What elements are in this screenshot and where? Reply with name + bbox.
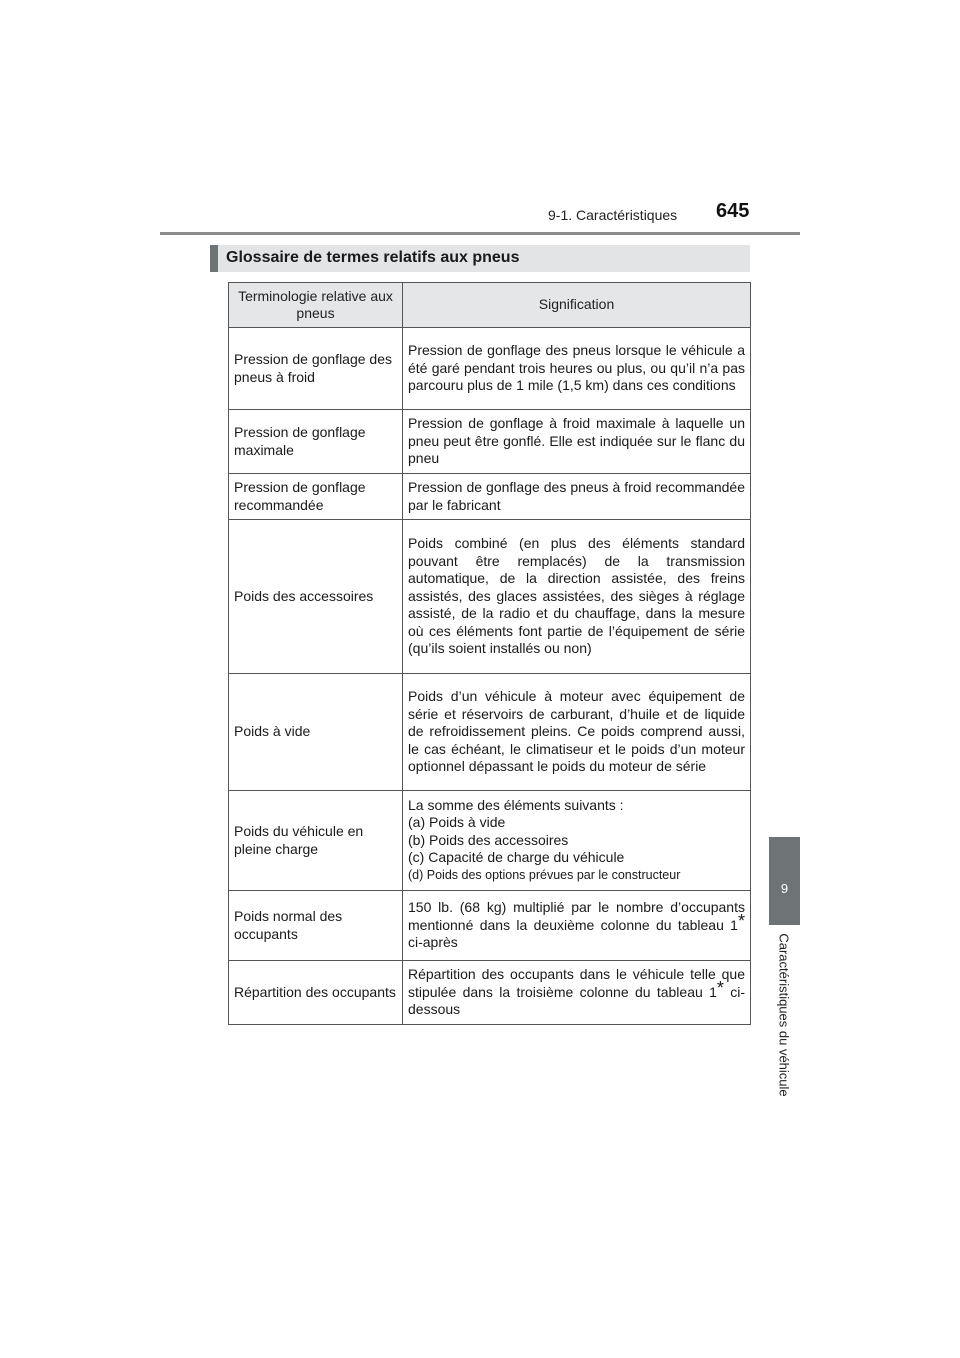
term-cell: Pression de gonflage maximale [229,410,403,474]
meaning-text: 150 lb. (68 kg) multiplié par le nombre d’occupants mentionné dans la deuxième colonne du tableau 1 [408,899,745,933]
table-row [229,520,751,674]
table-header-row [229,283,751,328]
meaning-cell [403,961,751,1025]
term-cell: Poids du véhicule en pleine charge [229,791,403,891]
meaning-list-item: (b) Poids des accessoires [408,831,569,848]
meaning-cell [403,791,751,891]
chapter-tab [769,837,800,925]
meaning-list-item: (d) Poids des options prévues par le constructeur [408,867,681,882]
meaning-cell: Pression de gonflage des pneus à froid recommandée par le fabricant [403,474,751,520]
term-cell: Pression de gonflage des pneus à froid [229,328,403,410]
meaning-list-item: (a) Poids à vide [408,814,506,831]
chapter-tab-number: 9 [780,881,789,896]
term-cell: Pression de gonflage recommandée [229,474,403,520]
table-row [229,891,751,961]
footnote-asterisk: * [737,910,745,931]
meaning-list-item: (c) Capacité de charge du véhicule [408,849,625,866]
meaning-text-suffix: ci-dessous [408,983,745,1018]
meaning-cell: Poids combiné (en plus des éléments standard pouvant être remplacés) de la transmission automatique, de la direction assistée, des freins assistés, des glaces assistées, des sièges à réglage assisté, de la radio et du chauffage, dans la mesure où ces éléments font partie de l’équipement de série (qu’ils soient installés ou non) [403,520,751,674]
section-heading [210,245,750,272]
section-title: Glossaire de termes relatifs aux pneus [226,249,520,266]
meaning-cell: Pression de gonflage à froid maximale à laquelle un pneu peut être gonflé. Elle est indiquée sur le flanc du pneu [403,410,751,474]
term-cell: Poids à vide [229,674,403,791]
table-row [229,961,751,1025]
running-header-section: 9-1. Caractéristiques [548,207,678,223]
meaning-cell [403,891,751,961]
page-number: 645 [716,200,750,222]
table-row [229,674,751,791]
table-row [229,791,751,891]
table-row [229,410,751,474]
term-cell: Poids des accessoires [229,520,403,674]
meaning-text: Répartition des occupants dans le véhicule telle que stipulée dans la troisième colonne du tableau 1 [408,966,745,1000]
column-header-meaning: Signification [403,283,751,328]
footnote-asterisk: * [716,977,724,998]
meaning-intro: La somme des éléments suivants : [408,796,624,813]
glossary-table [228,282,751,1025]
meaning-text-suffix: ci-après [408,934,458,951]
chapter-tab-label: Caractéristiques du véhicule [776,933,792,1097]
table-row [229,328,751,410]
header-divider [160,232,800,235]
meaning-cell: Pression de gonflage des pneus lorsque le véhicule a été garé pendant trois heures ou plus, ou qu’il n’a pas parcouru plus de 1 mile (1,5 km) dans ces conditions [403,328,751,410]
table-row [229,474,751,520]
term-cell: Répartition des occupants [229,961,403,1025]
term-cell: Poids normal des occupants [229,891,403,961]
meaning-cell: Poids d’un véhicule à moteur avec équipement de série et réservoirs de carburant, d’huile et de liquide de refroidissement pleins. Ce poids comprend aussi, le cas échéant, le climatiseur et le poids d’un moteur optionnel dépassant le poids du moteur de série [403,674,751,791]
column-header-term: Terminologie relative aux pneus [229,283,403,328]
